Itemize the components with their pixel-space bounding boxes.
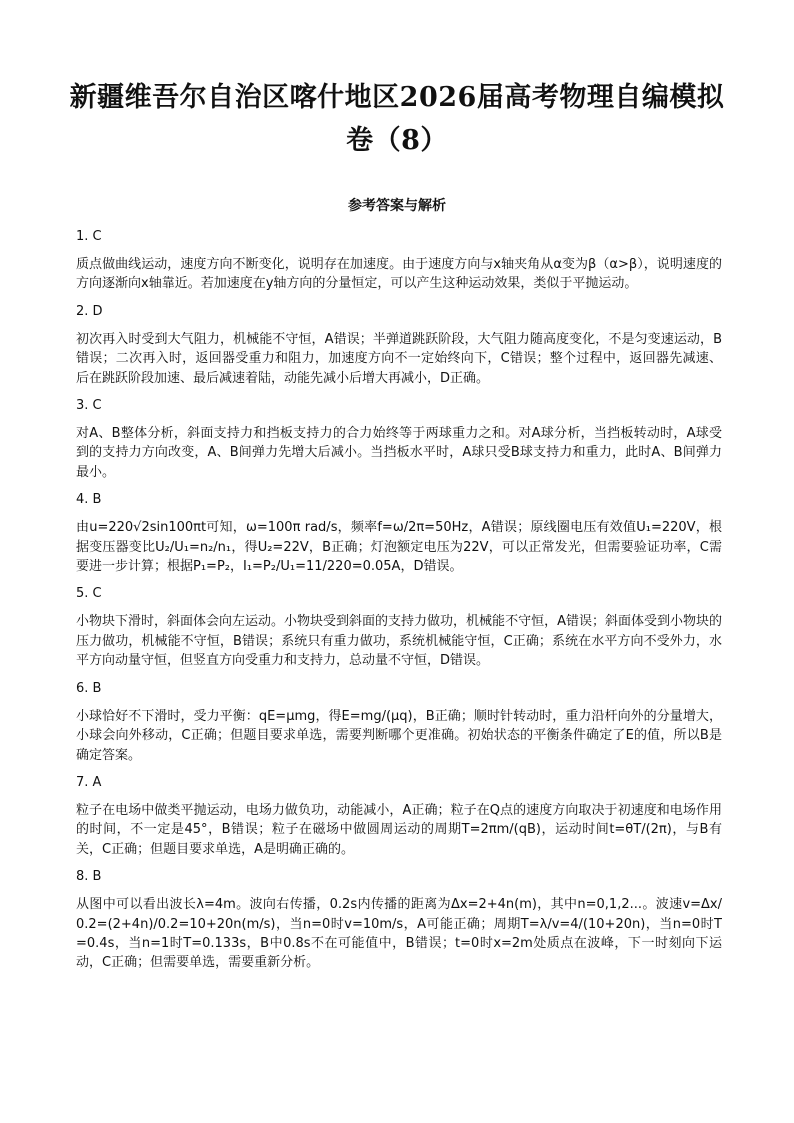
answer-number: 5. C — [76, 586, 102, 602]
answer-number: 4. B — [76, 492, 102, 508]
answer-item-1 — [76, 227, 722, 294]
answer-explanation: 小物块下滑时，斜面体会向左运动。小物块受到斜面的支持力做功，机械能不守恒，A错误；斜面体受到小物块的压力做功，机械能不守恒，B错误；系统只有重力做功，系统机械能守恒，C正确；系统在水平方向不受外力，水平方向动量守恒，但竖直方向受重力和支持力，总动量不守恒，D错误。 — [76, 614, 722, 669]
answer-number: 6. B — [76, 680, 102, 696]
page-title: 新疆维吾尔自治区喀什地区2026届高考物理自编模拟卷（8） — [69, 82, 725, 156]
answer-explanation: 质点做曲线运动，速度方向不断变化，说明存在加速度。由于速度方向与x轴夹角从α变为β（α>β），说明速度的方向逐渐向x轴靠近。若加速度在y轴方向的分量恒定，可以产生这种运动效果，类似于平抛运动。 — [76, 257, 722, 292]
answer-explanation: 小球恰好不下滑时，受力平衡：qE=μmg，得E=mg/(μq)，B正确；顺时针转动时，重力沿杆向外的分量增大，小球会向外移动，C正确；但题目要求单选，需要判断哪个更准确。初始状态的平衡条件确定了E的值，所以B是确定答案。 — [76, 708, 722, 763]
answer-explanation: 初次再入时受到大气阻力，机械能不守恒，A错误；半弹道跳跃阶段，大气阻力随高度变化，不是匀变速运动，B错误；二次再入时，返回器受重力和阻力，加速度方向不一定始终向下，C错误；整个过程中，返回器先减速、后在跳跃阶段加速、最后减速着陆，动能先减小后增大再减小，D正确。 — [76, 331, 722, 386]
section-subtitle: 参考答案与解析 — [348, 198, 446, 214]
answer-explanation: 由u=220√2sin100πt可知，ω=100π rad/s，频率f=ω/2π=50Hz，A错误；原线圈电压有效值U₁=220V，根据变压器变比U₂/U₁=n₂/n₁，得U₂=22V，B正确；灯泡额定电压为22V，可以正常发光，但需要验证功率，C需要进一步计算；根据P₁=P₂，I₁=P₂/U₁=11/220=0.05A，D错误。 — [76, 520, 722, 575]
answer-explanation: 对A、B整体分析，斜面支持力和挡板支持力的合力始终等于两球重力之和。对A球分析，当挡板转动时，A球受到的支持力方向改变，A、B间弹力先增大后减小。当挡板水平时，A球只受B球支持力和重力，此时A、B间弹力最小。 — [76, 426, 722, 480]
answer-explanation: 粒子在电场中做类平抛运动，电场力做负功，动能减小，A正确；粒子在Q点的速度方向取决于初速度和电场作用的时间，不一定是45°，B错误；粒子在磁场中做圆周运动的周期T=2πm/(qB)，运动时间t=θT/(2π)，与B有关，C正确；但题目要求单选，A是明确正确的。 — [76, 802, 722, 857]
answer-item-6 — [76, 679, 722, 765]
answer-item-5 — [76, 584, 722, 670]
answer-number: 3. C — [76, 398, 102, 414]
answer-item-3 — [76, 396, 722, 482]
answer-number: 7. A — [76, 774, 102, 790]
answer-explanation: 从图中可以看出波长λ=4m。波向右传播，0.2s内传播的距离为Δx=2+4n(m)，其中n=0,1,2...。波速v=Δx/0.2=(2+4n)/0.2=10+20n(m/s)，当n=0时v=10m/s，A可能正确；周期T=λ/v=4/(10+20n)，当n=0时T=0.4s，当n=1时T=0.133s，B中0.8s不在可能值中，B错误；t=0时x=2m处质点在波峰，下一时刻向下运动，C正确；但需要单选，需要重新分析。 — [76, 897, 722, 971]
answer-number: 1. C — [76, 229, 102, 244]
answer-item-8 — [76, 867, 722, 973]
answer-item-2 — [76, 302, 722, 388]
answer-item-7 — [76, 773, 722, 859]
answer-list — [76, 227, 722, 981]
answer-number: 8. B — [76, 869, 102, 885]
answer-item-4 — [76, 490, 722, 576]
answer-number: 2. D — [76, 303, 103, 319]
